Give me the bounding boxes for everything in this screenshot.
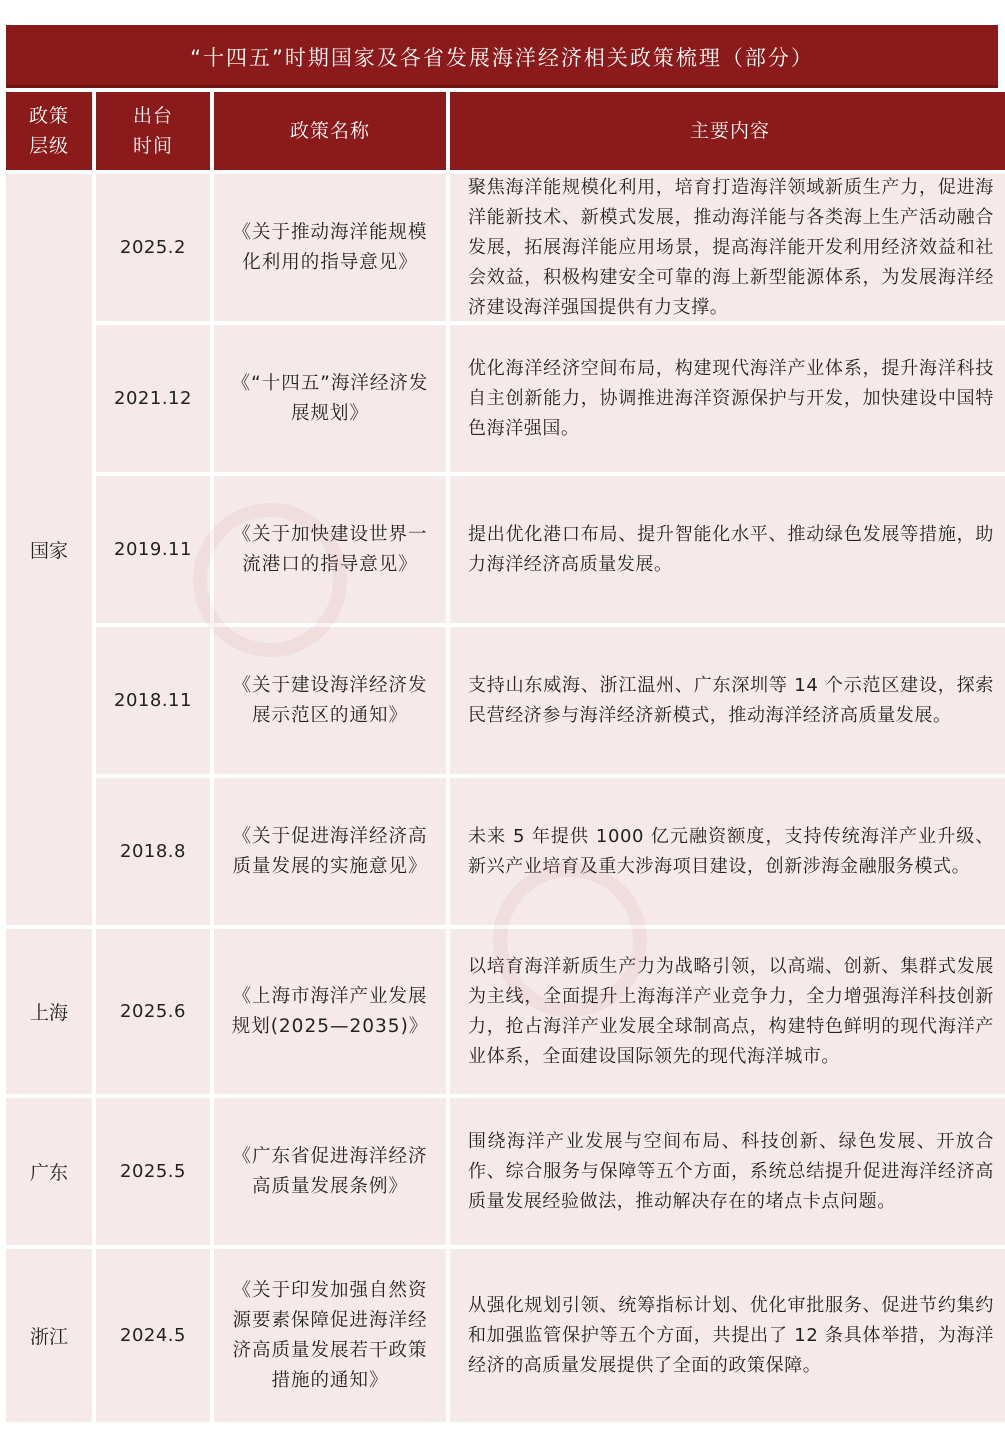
header-name: 政策名称 bbox=[214, 92, 446, 170]
table-row-content: 支持山东威海、浙江温州、广东深圳等 14 个示范区建设，探索民营经济参与海洋经济新模式，推动海洋经济高质量发展。 bbox=[450, 627, 1005, 774]
table-row-content: 提出优化港口布局、提升智能化水平、推动绿色发展等措施，助力海洋经济高质量发展。 bbox=[450, 476, 1005, 623]
header-content: 主要内容 bbox=[450, 92, 1005, 170]
table-row-content: 以培育海洋新质生产力为战略引领，以高端、创新、集群式发展为主线，全面提升上海海洋产业竞争力，全力增强海洋科技创新力，抢占海洋产业发展全球制高点，构建特色鲜明的现代海洋产业体系，全面建设国际领先的现代海洋城市。 bbox=[450, 929, 1005, 1094]
table-row-content: 围绕海洋产业发展与空间布局、科技创新、绿色发展、开放合作、综合服务与保障等五个方面，系统总结提升促进海洋经济高质量发展经验做法，推动解决存在的堵点卡点问题。 bbox=[450, 1098, 1005, 1245]
table-row-date: 2019.11 bbox=[96, 476, 210, 623]
header-level: 政策 层级 bbox=[6, 92, 92, 170]
table-row-policy-name: 《关于推动海洋能规模化利用的指导意见》 bbox=[214, 174, 446, 321]
table-row-policy-name: 《关于促进海洋经济高质量发展的实施意见》 bbox=[214, 778, 446, 925]
table-row-policy-name: 《上海市海洋产业发展规划(2025—2035)》 bbox=[214, 929, 446, 1094]
table-title: “十四五”时期国家及各省发展海洋经济相关政策梳理（部分） bbox=[6, 25, 998, 88]
level-zhejiang: 浙江 bbox=[6, 1249, 92, 1422]
table-row-date: 2021.12 bbox=[96, 325, 210, 472]
table-row-policy-name: 《“十四五”海洋经济发展规划》 bbox=[214, 325, 446, 472]
table-row-content: 从强化规划引领、统筹指标计划、优化审批服务、促进节约集约和加强监管保护等五个方面，共提出了 12 条具体举措，为海洋经济的高质量发展提供了全面的政策保障。 bbox=[450, 1249, 1005, 1422]
table-row-content: 优化海洋经济空间布局，构建现代海洋产业体系，提升海洋科技自主创新能力，协调推进海洋资源保护与开发，加快建设中国特色海洋强国。 bbox=[450, 325, 1005, 472]
table-row-date: 2018.8 bbox=[96, 778, 210, 925]
table-row-policy-name: 《关于印发加强自然资源要素保障促进海洋经济高质量发展若干政策措施的通知》 bbox=[214, 1249, 446, 1422]
table-row-policy-name: 《关于加快建设世界一流港口的指导意见》 bbox=[214, 476, 446, 623]
header-date: 出台 时间 bbox=[96, 92, 210, 170]
policy-table bbox=[6, 92, 998, 1422]
table-row-date: 2018.11 bbox=[96, 627, 210, 774]
table-row-date: 2025.5 bbox=[96, 1098, 210, 1245]
table-row-policy-name: 《广东省促进海洋经济高质量发展条例》 bbox=[214, 1098, 446, 1245]
table-row-content: 未来 5 年提供 1000 亿元融资额度，支持传统海洋产业升级、新兴产业培育及重大涉海项目建设，创新涉海金融服务模式。 bbox=[450, 778, 1005, 925]
level-guangdong: 广东 bbox=[6, 1098, 92, 1245]
table-row-date: 2025.2 bbox=[96, 174, 210, 321]
table-row-content: 聚焦海洋能规模化利用，培育打造海洋领域新质生产力，促进海洋能新技术、新模式发展，推动海洋能与各类海上生产活动融合发展，拓展海洋能应用场景，提高海洋能开发利用经济效益和社会效益，积极构建安全可靠的海上新型能源体系，为发展海洋经济建设海洋强国提供有力支撑。 bbox=[450, 174, 1005, 321]
table-row-date: 2024.5 bbox=[96, 1249, 210, 1422]
level-shanghai: 上海 bbox=[6, 929, 92, 1094]
table-row-policy-name: 《关于建设海洋经济发展示范区的通知》 bbox=[214, 627, 446, 774]
table-row-date: 2025.6 bbox=[96, 929, 210, 1094]
level-national: 国家 bbox=[6, 174, 92, 925]
